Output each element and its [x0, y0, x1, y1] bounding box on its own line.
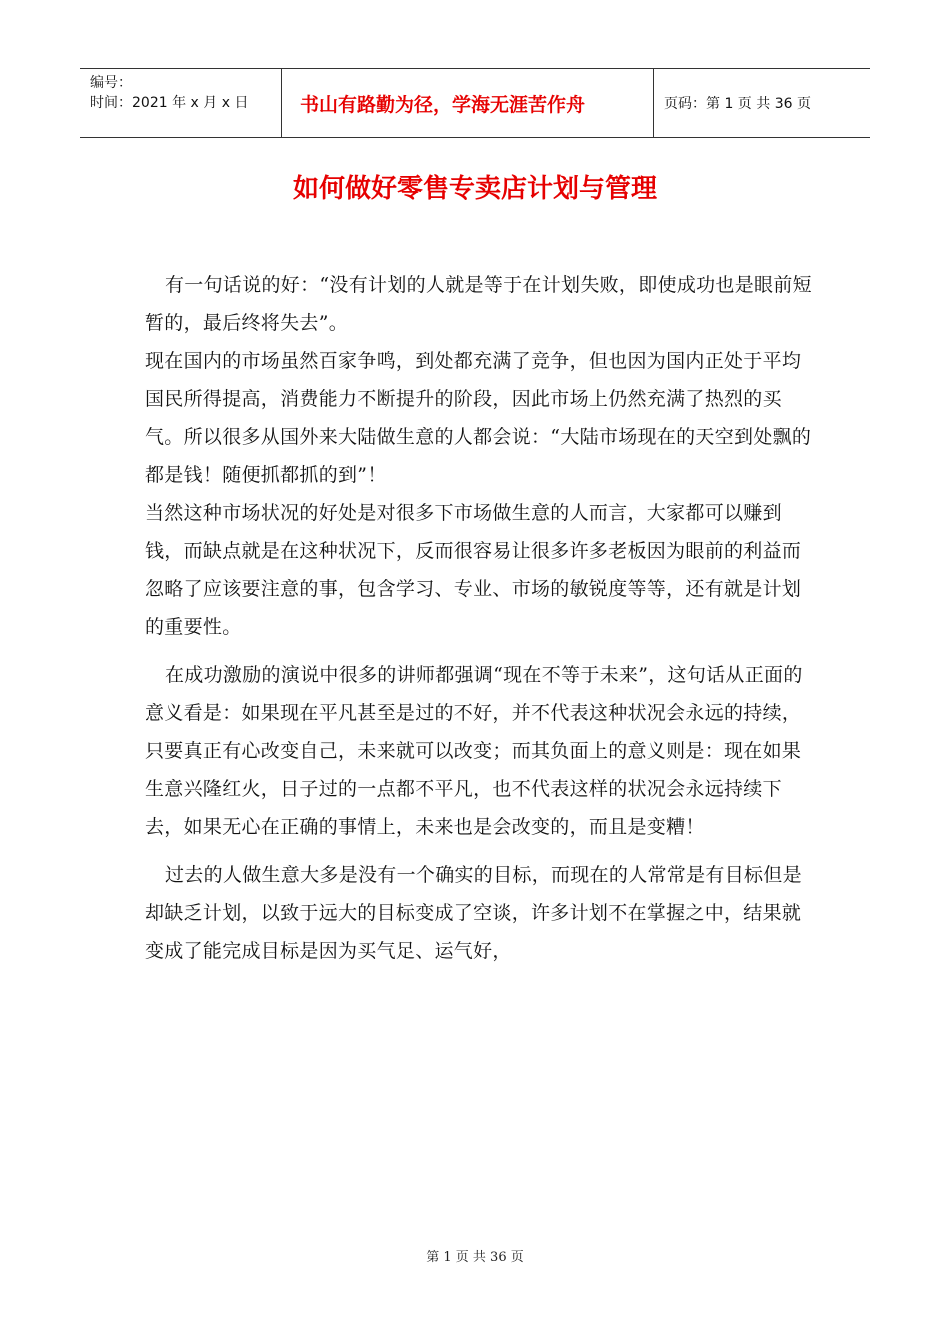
document-body: [145, 266, 817, 970]
paragraph-3: 当然这种市场状况的好处是对很多下市场做生意的人而言，大家都可以赚到钱，而缺点就是在这种状况下，反而很容易让很多许多老板因为眼前的利益而忽略了应该要注意的事，包含学习、专业、市场的敏锐度等等，还有就是计划的重要性。: [145, 502, 802, 638]
time-label: 时间：2021 年 x 月 x 日: [90, 95, 249, 111]
paragraph-5: 过去的人做生意大多是没有一个确实的目标，而现在的人常常是有目标但是却缺乏计划，以致于远大的目标变成了空谈，许多计划不在掌握之中，结果就变成了能完成目标是因为买气足、运气好，: [145, 864, 802, 962]
header-meta-cell: [80, 69, 282, 137]
page-footer: 第 1 页 共 36 页: [426, 1250, 524, 1265]
paragraph-1: 有一句话说的好：“没有计划的人就是等于在计划失败，即使成功也是眼前短暂的，最后终将失去”。: [145, 274, 812, 334]
paragraph-4: 在成功激励的演说中很多的讲师都强调“现在不等于未来”，这句话从正面的意义看是：如果现在平凡甚至是过的不好，并不代表这种状况会永远的持续，只要真正有心改变自己，未来就可以改变；而其负面上的意义则是：现在如果生意兴隆红火，日子过的一点都不平凡，也不代表这样的状况会永远持续下去，如果无心在正确的事情上，未来也是会改变的，而且是变糟！: [145, 664, 803, 838]
page-label: 页码：第 1 页 共 36 页: [664, 96, 811, 112]
header-motto-cell: [282, 69, 654, 137]
number-label: 编号：: [90, 75, 132, 91]
paragraph-2: 现在国内的市场虽然百家争鸣，到处都充满了竞争，但也因为国内正处于平均国民所得提高，消费能力不断提升的阶段，因此市场上仍然充满了热烈的买气。所以很多从国外来大陆做生意的人都会说：“大陆市场现在的天空到处飘的都是钱！随便抓都抓的到”！: [145, 350, 812, 486]
motto-text: 书山有路勤为径，学海无涯苦作舟: [300, 93, 586, 116]
document-title: 如何做好零售专卖店计划与管理: [292, 174, 657, 204]
header-page-cell: [654, 69, 870, 137]
document-header: [80, 68, 870, 138]
